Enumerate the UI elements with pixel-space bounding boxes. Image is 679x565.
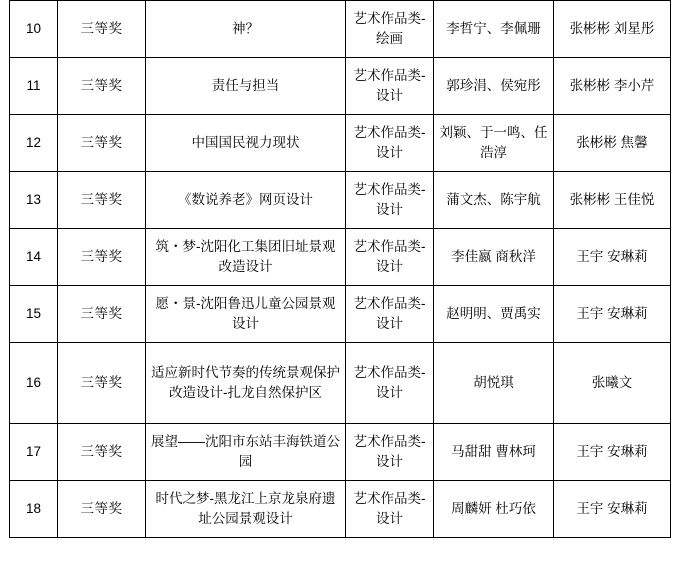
cell-serial-number: 16 — [10, 343, 58, 424]
cell-advisors: 王宇 安琳莉 — [554, 481, 671, 538]
cell-work-title: 时代之梦-黑龙江上京龙泉府遗址公园景观设计 — [146, 481, 346, 538]
table-row — [10, 172, 671, 229]
cell-work-category: 艺术作品类-绘画 — [346, 1, 434, 58]
cell-work-title: 展望――沈阳市东站丰海铁道公园 — [146, 424, 346, 481]
cell-award-level: 三等奖 — [58, 115, 146, 172]
cell-authors: 蒲文杰、陈宇航 — [434, 172, 554, 229]
cell-authors: 李哲宁、李佩珊 — [434, 1, 554, 58]
cell-serial-number: 12 — [10, 115, 58, 172]
cell-authors: 周麟妍 杜巧依 — [434, 481, 554, 538]
cell-work-category: 艺术作品类-设计 — [346, 481, 434, 538]
cell-work-title: 《数说养老》网页设计 — [146, 172, 346, 229]
cell-work-title: 中国国民视力现状 — [146, 115, 346, 172]
cell-authors: 刘颖、于一鸣、任浩淳 — [434, 115, 554, 172]
cell-work-category: 艺术作品类-设计 — [346, 115, 434, 172]
table-row — [10, 58, 671, 115]
cell-advisors: 张曦文 — [554, 343, 671, 424]
cell-work-title: 神？ — [146, 1, 346, 58]
table-row — [10, 481, 671, 538]
cell-award-level: 三等奖 — [58, 229, 146, 286]
cell-work-title: 责任与担当 — [146, 58, 346, 115]
cell-advisors: 张彬彬 刘星彤 — [554, 1, 671, 58]
cell-work-category: 艺术作品类-设计 — [346, 286, 434, 343]
cell-award-level: 三等奖 — [58, 481, 146, 538]
cell-serial-number: 13 — [10, 172, 58, 229]
cell-advisors: 王宇 安琳莉 — [554, 424, 671, 481]
cell-work-title: 筑・梦-沈阳化工集团旧址景观改造设计 — [146, 229, 346, 286]
cell-advisors: 张彬彬 焦馨 — [554, 115, 671, 172]
cell-serial-number: 18 — [10, 481, 58, 538]
cell-serial-number: 14 — [10, 229, 58, 286]
cell-serial-number: 15 — [10, 286, 58, 343]
cell-work-category: 艺术作品类-设计 — [346, 229, 434, 286]
cell-authors: 李佳嬴 商秋洋 — [434, 229, 554, 286]
cell-advisors: 张彬彬 王佳悦 — [554, 172, 671, 229]
cell-award-level: 三等奖 — [58, 343, 146, 424]
cell-advisors: 张彬彬 李小芹 — [554, 58, 671, 115]
table-row — [10, 1, 671, 58]
cell-work-title: 愿・景-沈阳鲁迅儿童公园景观设计 — [146, 286, 346, 343]
cell-award-level: 三等奖 — [58, 58, 146, 115]
cell-authors: 胡悦琪 — [434, 343, 554, 424]
cell-advisors: 王宇 安琳莉 — [554, 286, 671, 343]
cell-authors: 马甜甜 曹林珂 — [434, 424, 554, 481]
cell-work-category: 艺术作品类-设计 — [346, 172, 434, 229]
cell-serial-number: 10 — [10, 1, 58, 58]
table-row — [10, 424, 671, 481]
cell-authors: 赵明明、贾禹实 — [434, 286, 554, 343]
cell-work-title: 适应新时代节奏的传统景观保护改造设计-扎龙自然保护区 — [146, 343, 346, 424]
cell-serial-number: 11 — [10, 58, 58, 115]
table-body — [10, 1, 671, 538]
cell-advisors: 王宇 安琳莉 — [554, 229, 671, 286]
cell-work-category: 艺术作品类-设计 — [346, 424, 434, 481]
cell-work-category: 艺术作品类-设计 — [346, 343, 434, 424]
cell-award-level: 三等奖 — [58, 1, 146, 58]
cell-award-level: 三等奖 — [58, 424, 146, 481]
cell-authors: 郭珍涓、侯宛彤 — [434, 58, 554, 115]
cell-award-level: 三等奖 — [58, 286, 146, 343]
table-row — [10, 115, 671, 172]
table-row — [10, 286, 671, 343]
cell-serial-number: 17 — [10, 424, 58, 481]
cell-award-level: 三等奖 — [58, 172, 146, 229]
cell-work-category: 艺术作品类-设计 — [346, 58, 434, 115]
award-list-table — [9, 0, 671, 538]
table-row — [10, 229, 671, 286]
table-row — [10, 343, 671, 424]
